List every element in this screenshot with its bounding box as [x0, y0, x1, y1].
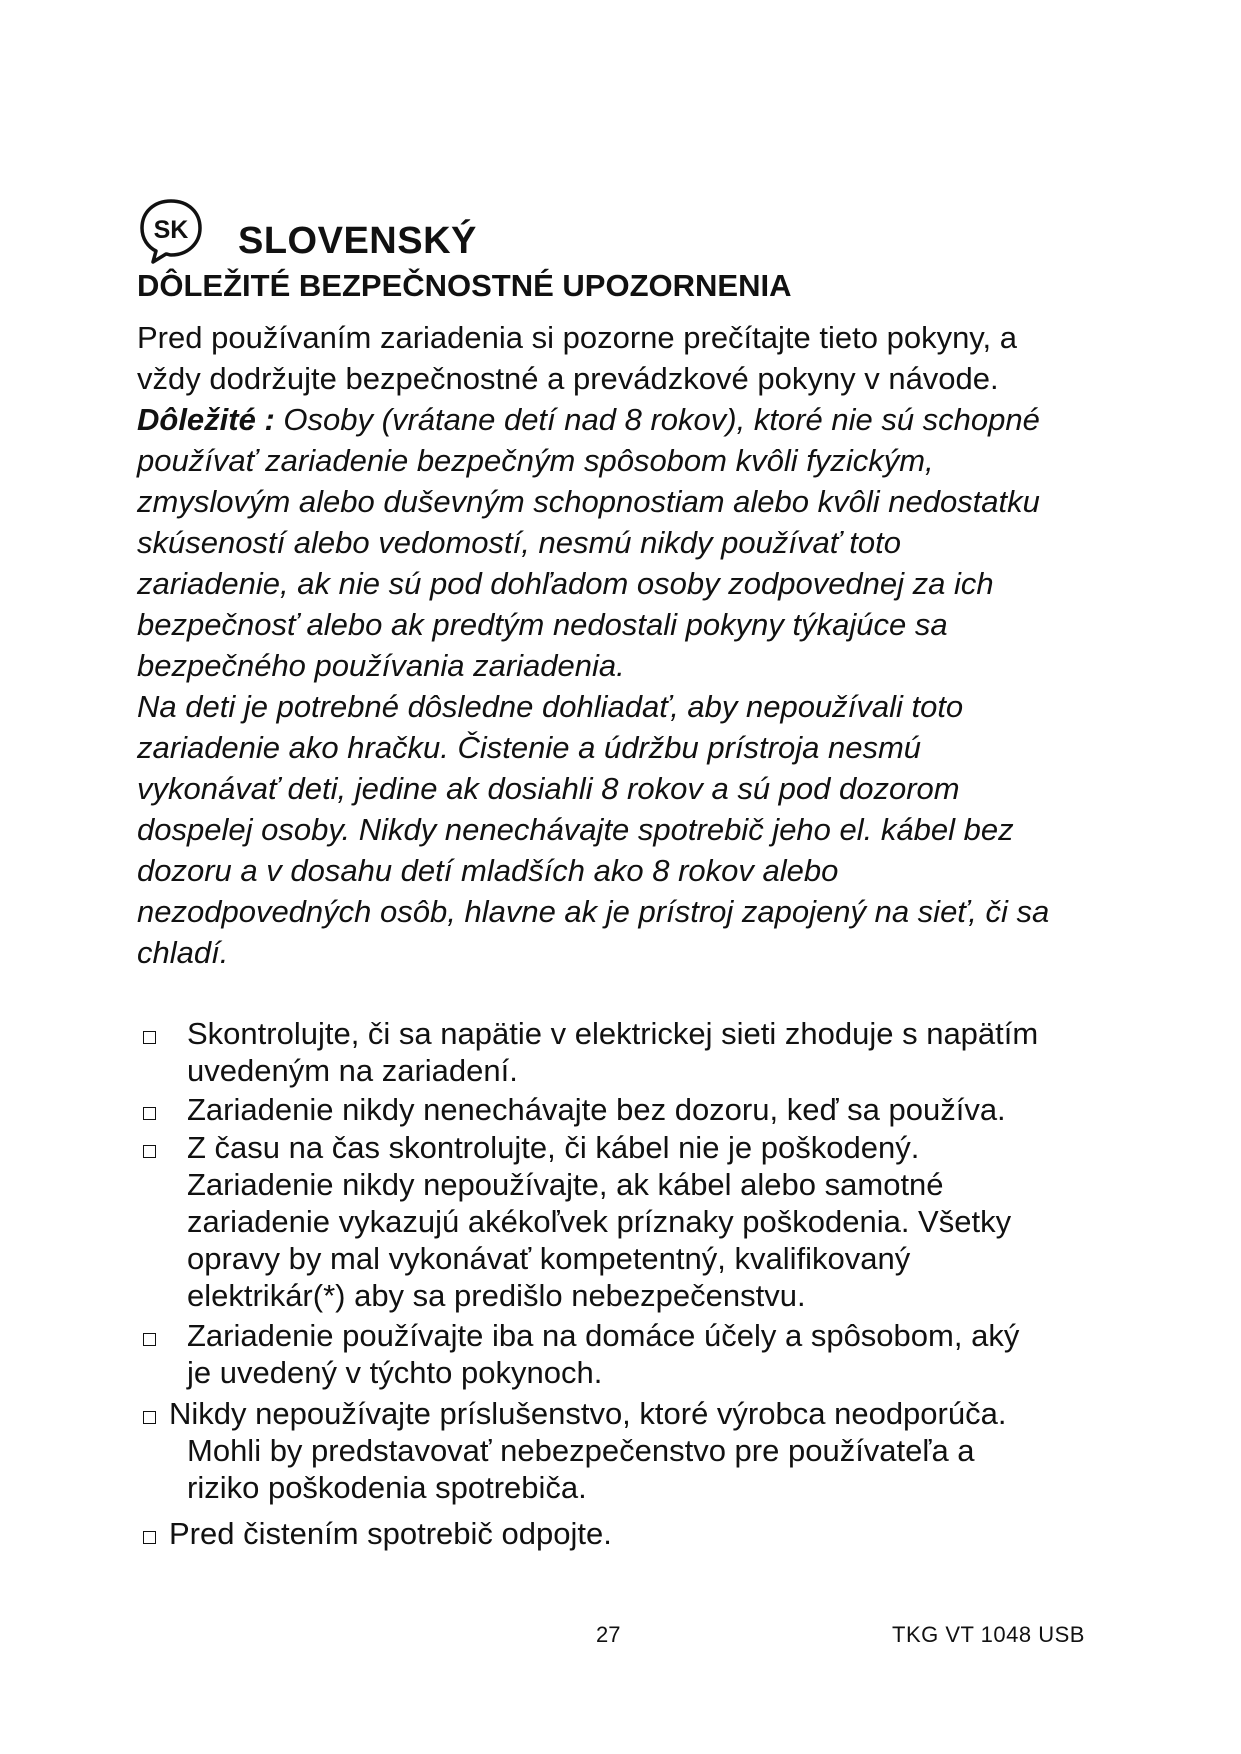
text-line: zariadenie ako hračku. Čistenie a údržbu prístroja nesmú	[137, 730, 922, 765]
text-line: nezodpovedných osôb, hlavne ak je prístroj zapojený na sieť, či sa	[137, 894, 1050, 929]
warning-paragraph-2	[137, 686, 1137, 973]
text-line: je uvedený v týchto pokynoch.	[187, 1355, 603, 1390]
text-line: vykonávať deti, jedine ak dosiahli 8 rokov a sú pod dozorom	[137, 771, 960, 806]
text-line: zmyslovým alebo duševným schopnostiam alebo kvôli nedostatku	[137, 484, 1040, 519]
text-line: vždy dodržujte bezpečnostné a prevádzkové pokyny v návode.	[137, 361, 999, 396]
text-line: zariadenie vykazujú akékoľvek príznaky poškodenia. Všetky	[187, 1204, 1012, 1239]
text-line: bezpečnosť alebo ak predtým nedostali pokyny týkajúce sa	[137, 607, 948, 642]
text-line	[137, 399, 1137, 440]
text-line: opravy by mal vykonávať kompetentný, kvalifikovaný	[187, 1241, 911, 1276]
text-line: Zariadenie nikdy nepoužívajte, ak kábel alebo samotné	[187, 1167, 944, 1202]
warning-paragraph-1	[137, 399, 1137, 686]
language-title: SLOVENSKÝ	[238, 220, 477, 262]
checkbox-bullet-icon	[143, 1107, 156, 1120]
text-line: Mohli by predstavovať nebezpečenstvo pre používateľa a	[187, 1433, 975, 1468]
checkbox-bullet-icon	[143, 1531, 156, 1544]
model-number: TKG VT 1048 USB	[892, 1622, 1085, 1647]
text-line: používať zariadenie bezpečným spôsobom kvôli fyzickým,	[137, 443, 934, 478]
text-line: chladí.	[137, 935, 229, 970]
text-line: elektrikár(*) aby sa predišlo nebezpečenstvu.	[187, 1278, 806, 1313]
text-line: Z času na čas skontrolujte, či kábel nie je poškodený.	[187, 1130, 920, 1165]
checkbox-bullet-icon	[143, 1411, 156, 1424]
checkbox-bullet-icon	[143, 1031, 156, 1044]
language-badge-icon	[136, 196, 206, 266]
text-line: bezpečného používania zariadenia.	[137, 648, 625, 683]
text-line: Nikdy nepoužívajte príslušenstvo, ktoré výrobca neodporúča.	[169, 1396, 1007, 1431]
text-line: riziko poškodenia spotrebiča.	[187, 1470, 587, 1505]
intro-paragraph	[137, 317, 1137, 399]
text-line: zariadenie, ak nie sú pod dohľadom osoby zodpovednej za ich	[137, 566, 994, 601]
text-line: Na deti je potrebné dôsledne dohliadať, aby nepoužívali toto	[137, 689, 964, 724]
text-line: skúseností alebo vedomostí, nesmú nikdy používať toto	[137, 525, 902, 560]
page-number: 27	[596, 1622, 621, 1647]
text-line: uvedeným na zariadení.	[187, 1053, 518, 1088]
checkbox-bullet-icon	[143, 1333, 156, 1346]
text-line: Skontrolujte, či sa napätie v elektrickej sieti zhoduje s napätím	[187, 1016, 1039, 1051]
text-line: Zariadenie nikdy nenechávajte bez dozoru, keď sa používa.	[187, 1092, 1006, 1127]
text-line: Zariadenie používajte iba na domáce účely a spôsobom, aký	[187, 1318, 1020, 1353]
warning-first-line: Osoby (vrátane detí nad 8 rokov), ktoré nie sú schopné	[274, 402, 1040, 437]
text-line: dospelej osoby. Nikdy nenechávajte spotrebič jeho el. kábel bez	[137, 812, 1014, 847]
text-line: Pred čistením spotrebič odpojte.	[169, 1516, 612, 1551]
checkbox-bullet-icon	[143, 1145, 156, 1158]
language-code: SK	[153, 216, 189, 244]
text-line: Pred používaním zariadenia si pozorne prečítajte tieto pokyny, a	[137, 320, 1017, 355]
warning-lead: Dôležité :	[137, 402, 275, 437]
text-line: dozoru a v dosahu detí mladších ako 8 rokov alebo	[137, 853, 839, 888]
section-title: DÔLEŽITÉ BEZPEČNOSTNÉ UPOZORNENIA	[137, 268, 792, 303]
